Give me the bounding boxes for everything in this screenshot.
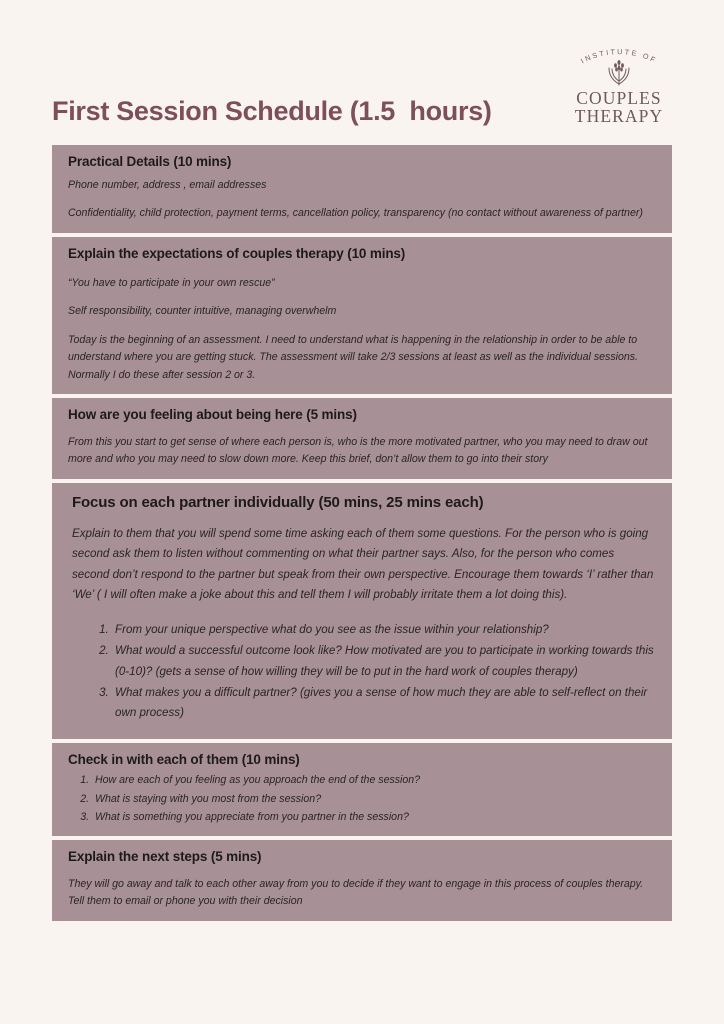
list-item: 2. What is staying with you most from the session? xyxy=(92,790,656,808)
section-paragraph: From this you start to get sense of where each person is, who is the more motivated partner, who you may need to draw out more and who you may need to slow down more. Keep this brief, don’t allow them to go into their story xyxy=(68,435,648,466)
section-paragraph: “You have to participate in your own rescue” xyxy=(68,276,275,289)
list-item: 1. From your unique perspective what do you see as the issue within your relationship? xyxy=(112,620,654,640)
section-how-are-you-feeling xyxy=(52,398,672,479)
institute-of-couples-therapy-logo xyxy=(554,42,684,134)
section-check-in xyxy=(52,743,672,837)
section-heading: Explain the expectations of couples therapy (10 mins) xyxy=(68,245,406,261)
list-item: 3. What makes you a difficult partner? (gives you a sense of how much they are able to self-reflect on their own process) xyxy=(112,683,654,724)
section-expectations xyxy=(52,237,672,394)
section-heading: Check in with each of them (10 mins) xyxy=(68,751,300,767)
section-paragraph: Confidentiality, child protection, payment terms, cancellation policy, transparency (no contact without awareness of partner) xyxy=(68,207,643,220)
question-list xyxy=(68,771,656,826)
page-title: First Session Schedule (1.5 hours) xyxy=(52,96,492,126)
document-header xyxy=(0,0,724,126)
schedule-sections xyxy=(52,145,672,925)
section-heading: How are you feeling about being here (5 mins) xyxy=(68,407,357,423)
logo-artwork xyxy=(554,42,684,134)
section-paragraph: Explain to them that you will spend some time asking each of them some questions. For the person who is going second ask them to listen without commenting on what their partner says. Also, for the person who comes second don’t respond to the partner but speak from their own perspective. Encourage them towards ‘I’ rather than ‘We’ ( I will often make a joke about this and tell them I will probably irritate them a lot doing this). xyxy=(72,526,654,602)
section-heading: Explain the next steps (5 mins) xyxy=(68,849,262,865)
section-paragraph: Phone number, address , email addresses xyxy=(68,178,267,191)
section-heading: Practical Details (10 mins) xyxy=(68,154,232,169)
list-item: 3. What is something you appreciate from you partner in the session? xyxy=(92,808,656,826)
logo-arc-text: INSTITUTE OF xyxy=(579,47,659,66)
section-heading: Focus on each partner individually (50 mins, 25 mins each) xyxy=(72,493,484,511)
question-list xyxy=(72,620,654,723)
section-practical-details xyxy=(52,145,672,233)
section-paragraph: They will go away and talk to each other away from you to decide if they want to engage in this process of couples therapy. Tell them to email or phone you with their decision xyxy=(68,877,644,908)
section-focus-on-each-partner xyxy=(52,483,672,739)
list-item: 1. How are each of you feeling as you approach the end of the session? xyxy=(92,771,656,789)
logo-line-1: COUPLES xyxy=(576,88,662,108)
section-paragraph: Today is the beginning of an assessment. I need to understand what is happening in the relationship in order to be able to understand where you are getting stuck. The assessment will take 2/3 sessions at least as well as the individual sessions. Normally I do these after session 2 or 3. xyxy=(68,333,639,381)
list-item: 2. What would a successful outcome look like? How motivated are you to participate in working towards this (0-10)? (gets a sense of how willing they will be to put in the hard work of couples therapy) xyxy=(112,641,654,682)
section-next-steps xyxy=(52,840,672,921)
section-paragraph: Self responsibility, counter intuitive, managing overwhelm xyxy=(68,305,337,318)
logo-line-2: THERAPY xyxy=(574,106,664,126)
